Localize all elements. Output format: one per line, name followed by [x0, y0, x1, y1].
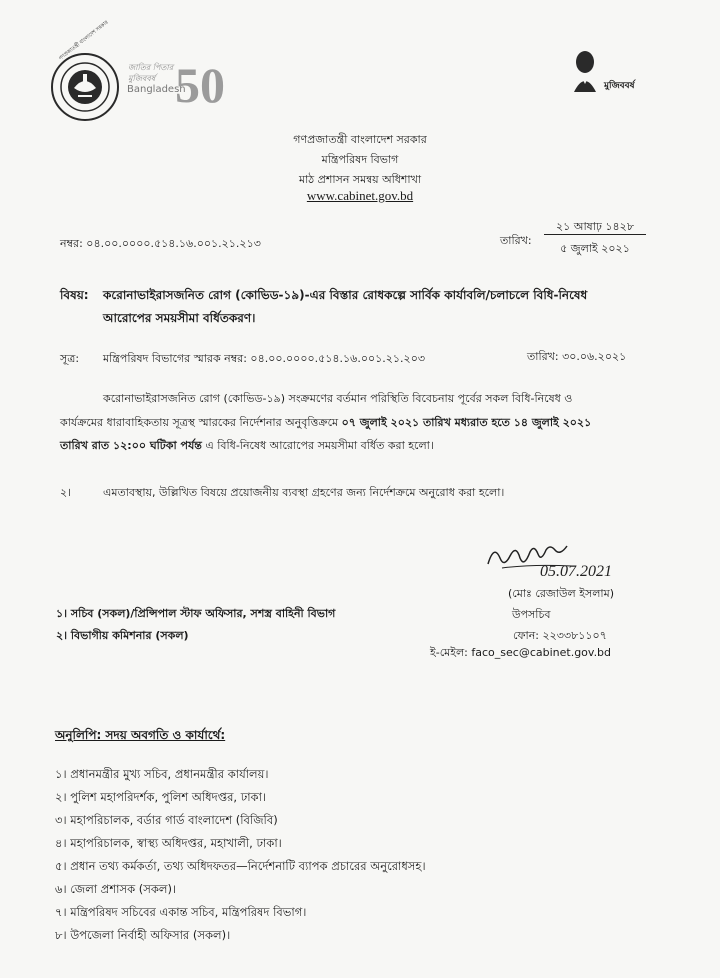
- logo50-line1: জাতির পিতার: [128, 63, 174, 72]
- body-p1-line2a: কার্যক্রমের ধারাবাহিকতায় সূত্রস্থ স্মারকের নির্দেশনার অনুবৃত্তিক্রমে: [60, 416, 339, 429]
- signature-date: 05.07.2021: [540, 563, 612, 580]
- signatory-designation: উপসচিব: [512, 608, 551, 621]
- memo-number: নম্বর: ০৪.০০.০০০০.৫১৪.১৬.০০১.২১.২১৩: [60, 237, 261, 250]
- subject-line1: করোনাভাইরাসজনিত রোগ (কোভিড-১৯)-এর বিস্তার রোধকল্পে সার্বিক কার্যাবলি/চলাচলে বিধি-নিষেধ: [103, 288, 588, 302]
- copy-item: ১। প্রধানমন্ত্রীর মুখ্য সচিব, প্রধানমন্ত্রীর কার্যালয়।: [55, 767, 269, 781]
- signatory-email: ই-মেইল: faco_sec@cabinet.gov.bd: [430, 646, 612, 659]
- signatory-name: (মোঃ রেজাউল ইসলাম): [508, 587, 614, 600]
- reference-date: তারিখ: ৩০.০৬.২০২১: [527, 350, 627, 363]
- reference-label: সূত্র:: [60, 352, 80, 365]
- subject-label: বিষয়:: [60, 288, 89, 302]
- body-p1-line3: [60, 437, 434, 456]
- logo50-number: 50: [175, 57, 225, 113]
- copy-item: ৪। মহাপরিচালক, স্বাস্থ্য অধিদপ্তর, মহাখালী, ঢাকা।: [55, 836, 282, 850]
- copy-heading: অনুলিপি: সদয় অবগতি ও কার্যার্থে:: [55, 728, 226, 742]
- signatory-phone: ফোন: ২২৩৩৮১১০৭: [513, 629, 607, 642]
- body-p1-line3b: এ বিধি-নিষেধ আরোপের সময়সীমা বর্ধিত করা হলো।: [205, 439, 434, 452]
- body-p1-line1: করোনাভাইরাসজনিত রোগ (কোভিড-১৯) সংক্রমণের বর্তমান পরিস্থিতি বিবেচনায় পূর্বের সকল বিধি-নিষেধ ও: [103, 392, 573, 405]
- copy-item: ৫। প্রধান তথ্য কর্মকর্তা, তথ্য অধিদফতর—নির্দেশনাটি ব্যাপক প্রচারের অনুরোধসহ।: [55, 859, 426, 873]
- body-p1-line2b: ০৭ জুলাই ২০২১ তারিখ মধ্যরাত হতে ১৪ জুলাই ২০২১: [341, 416, 592, 429]
- body-p2-text: এমতাবস্থায়, উল্লিখিত বিষয়ে প্রয়োজনীয় ব্যবস্থা গ্রহণের জন্য নির্দেশক্রমে অনুরোধ করা হলো।: [103, 486, 505, 499]
- mujib-logo-text: মুজিববর্ষ: [604, 81, 635, 91]
- recipient-1: ১। সচিব (সকল)/প্রিন্সিপাল স্টাফ অফিসার, সশস্ত্র বাহিনী বিভাগ: [56, 607, 336, 620]
- date-bangla: ২১ আষাঢ় ১৪২৮: [556, 220, 634, 233]
- body-p1-line3a: তারিখ রাত ১২:০০ ঘটিকা পর্যন্ত: [60, 439, 202, 452]
- date-english: ৫ জুলাই ২০২১: [560, 242, 630, 255]
- logo50-line2: মুজিববর্ষ: [128, 74, 156, 83]
- copy-item: ৩। মহাপরিচালক, বর্ডার গার্ড বাংলাদেশ (বিজিবি): [55, 813, 278, 827]
- subject-line2: আরোপের সময়সীমা বর্ধিতকরণ।: [103, 311, 256, 325]
- wing-name: মাঠ প্রশাসন সমন্বয় অধিশাখা: [298, 173, 422, 186]
- body-p1-line2: [60, 414, 591, 433]
- mujib-borsho-logo: [570, 50, 650, 105]
- date-label: তারিখ:: [500, 234, 532, 247]
- body-p2-number: ২।: [60, 486, 72, 499]
- date-divider: [544, 234, 646, 235]
- portrait-icon: [570, 50, 600, 92]
- copy-item: ৮। উপজেলা নির্বাহী অফিসার (সকল)।: [55, 928, 231, 942]
- copy-item: ৭। মন্ত্রিপরিষদ সচিবের একান্ত সচিব, মন্ত্রিপরিষদ বিভাগ।: [55, 905, 307, 919]
- bangladesh-50-logo: [125, 57, 235, 120]
- recipient-2: ২। বিভাগীয় কমিশনার (সকল): [56, 629, 189, 642]
- seal-text: গণপ্রজাতন্ত্রী বাংলাদেশ সরকার: [58, 19, 110, 62]
- government-seal-icon: [50, 52, 120, 122]
- gov-name: গণপ্রজাতন্ত্রী বাংলাদেশ সরকার: [293, 133, 427, 146]
- copy-item: ৬। জেলা প্রশাসক (সকল)।: [55, 882, 177, 896]
- division-name: মন্ত্রিপরিষদ বিভাগ: [321, 153, 399, 166]
- website-link[interactable]: www.cabinet.gov.bd: [306, 188, 414, 203]
- copy-item: ২। পুলিশ মহাপরিদর্শক, পুলিশ অধিদপ্তর, ঢাকা।: [55, 790, 267, 804]
- reference-text: মন্ত্রিপরিষদ বিভাগের স্মারক নম্বর: ০৪.০০.০০০০.৫১৪.১৬.০০১.২১.২০৩: [103, 352, 426, 365]
- logo50-text: Bangladesh: [127, 84, 186, 95]
